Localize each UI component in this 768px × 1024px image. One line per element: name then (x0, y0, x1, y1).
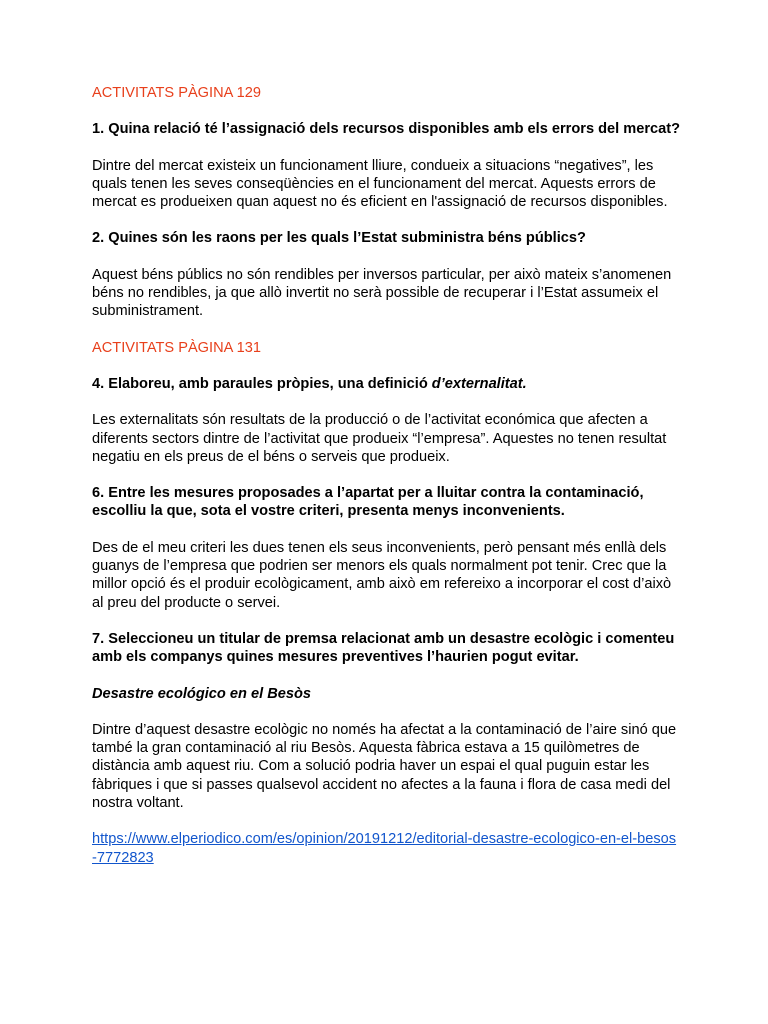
answer-2: Aquest béns públics no són rendibles per inversos particular, per això mateix s’anomenen béns no rendibles, ja que allò invertit no serà possible de recuperar i l’Estat assumeix el subministrament. (92, 266, 672, 320)
question-7: 7. Seleccioneu un titular de premsa relacionat amb un desastre ecològic i comenteu amb els companys quines mesures preventives l’haurien pogut evitar. (92, 630, 675, 666)
document-page (92, 84, 682, 867)
answer-4: Les externalitats són resultats de la producció o de l’activitat económica que afecten a diferents sectors dintre de l’activitat que produeix “l’empresa”. Aquestes no tenen resultat negatiu en els preus de el béns o serveis que produeix. (92, 412, 667, 465)
article-title: Desastre ecológico en el Besòs (92, 685, 311, 702)
answer-1: Dintre del mercat existeix un funcionament lliure, condueix a situacions “negatives”, les quals tenen les seves conseqüències en el funcionament del mercat. Aquests errors de mercat es produeixen quan aquest no és eficient en l'assignació de recursos disponibles. (92, 157, 668, 211)
article-link[interactable]: https://www.elperiodico.com/es/opinion/20191212/editorial-desastre-ecologico-en-el-besos-7772823 (92, 831, 677, 866)
question-4-term: d’externalitat. (431, 375, 527, 392)
section-heading-page-131: ACTIVITATS PÀGINA 131 (92, 339, 261, 356)
question-4-text: 4. Elaboreu, amb paraules pròpies, una definició (92, 375, 432, 392)
question-4 (92, 375, 682, 393)
question-1: 1. Quina relació té l’assignació dels recursos disponibles amb els errors del mercat? (92, 121, 681, 138)
answer-6: Des de el meu criteri les dues tenen els seus inconvenients, però pensant més enllà dels guanys de l’empresa que podrien ser menors els quals normalment pot tenir. Crec que la millor opció és el produir ecològicament, amb això em refereixo a incorporar el cost d’això al preu del producte o servei. (92, 539, 672, 611)
question-2: 2. Quines són les raons per les quals l’Estat subministra béns públics? (92, 230, 586, 247)
answer-7: Dintre d’aquest desastre ecològic no només ha afectat a la contaminació de l’aire sinó que també la gran contaminació al riu Besòs. Aquesta fàbrica estava a 15 quilòmetres de distància amb aquest riu. Com a solució podria haver un espai el qual puguin estar les fàbriques i que si passes qualsevol accident no afectes a la fauna i flora de casa medi del nostra voltant. (92, 721, 677, 812)
section-heading-page-129: ACTIVITATS PÀGINA 129 (92, 85, 261, 101)
question-6: 6. Entre les mesures proposades a l’apartat per a lluitar contra la contaminació, escolliu la que, sota el vostre criteri, presenta menys inconvenients. (92, 485, 644, 520)
